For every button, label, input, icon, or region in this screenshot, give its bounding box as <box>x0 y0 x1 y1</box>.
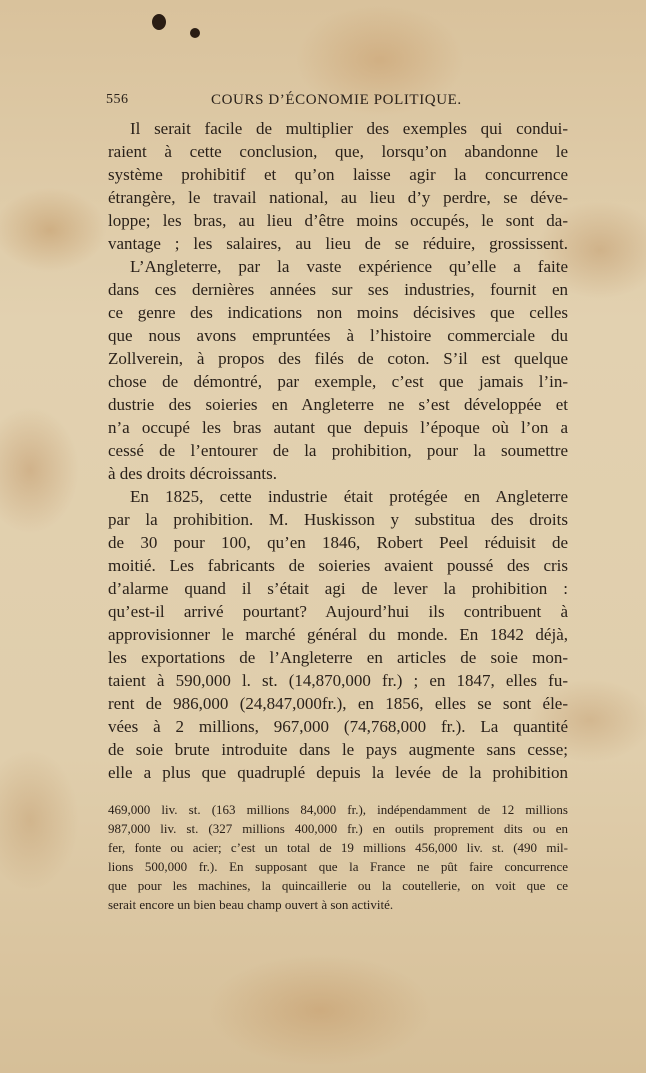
text-line: rent de 986,000 (24,847,000fr.), en 1856, elles se sont éle- <box>108 694 568 713</box>
text-line: vantage ; les salaires, au lieu de se réduire, grossissent. <box>108 234 568 253</box>
text-line: chose de démontré, par exemple, c’est que jamais l’in- <box>108 372 568 391</box>
body-text <box>108 117 568 784</box>
text-line: L’Angleterre, par la vaste expérience qu’elle a faite <box>130 257 568 276</box>
text-line: que nous avons empruntées à l’histoire commerciale du <box>108 326 568 345</box>
text-line: raient à cette conclusion, que, lorsqu’on abandonne le <box>108 142 568 161</box>
text-line: Il serait facile de multiplier des exemples qui condui- <box>130 119 568 138</box>
text-line: Zollverein, à propos des filés de coton. S’il est quelque <box>108 349 568 368</box>
text-line: En 1825, cette industrie était protégée en Angleterre <box>130 487 568 506</box>
footnote-line: 987,000 liv. st. (327 millions 400,000 fr.) en outils proprement dits ou en <box>108 821 568 836</box>
text-line: d’alarme quand il s’était agi de lever la prohibition : <box>108 579 568 598</box>
page-number: 556 <box>106 92 129 107</box>
footnote <box>108 800 568 914</box>
ink-spot <box>190 28 200 38</box>
footnote-line: 469,000 liv. st. (163 millions 84,000 fr.), indépendamment de 12 millions <box>108 802 568 817</box>
footnote-line: fer, fonte ou acier; c’est un total de 19 millions 456,000 liv. st. (490 mil- <box>108 840 568 855</box>
text-line: n’a occupé les bras autant que depuis l’époque où l’on a <box>108 418 568 437</box>
footnote-line: que pour les machines, la quincaillerie ou la coutellerie, on voit que ce <box>108 878 568 893</box>
text-line: étrangère, le travail national, au lieu d’y perdre, se déve- <box>108 188 568 207</box>
text-line: vées à 2 millions, 967,000 (74,768,000 fr.). La quantité <box>108 717 568 736</box>
text-line: loppe; les bras, au lieu d’être moins occupés, le sont da- <box>108 211 568 230</box>
footnote-line: serait encore un bien beau champ ouvert à son activité. <box>108 897 394 912</box>
text-line: dustrie des soieries en Angleterre ne s’est développée et <box>108 395 568 414</box>
text-line: les exportations de l’Angleterre en articles de soie mon- <box>108 648 568 667</box>
text-line: par la prohibition. M. Huskisson y substitua des droits <box>108 510 568 529</box>
text-line: approvisionner le marché général du monde. En 1842 déjà, <box>108 625 568 644</box>
ink-spot <box>152 14 166 30</box>
text-line: dans ces dernières années sur ses industries, fournit en <box>108 280 568 299</box>
text-line: système prohibitif et qu’on laisse agir la concurrence <box>108 165 568 184</box>
running-head <box>106 92 542 112</box>
text-line: à des droits décroissants. <box>108 464 278 483</box>
running-title: COURS D’ÉCONOMIE POLITIQUE. <box>211 92 462 108</box>
text-line: taient à 590,000 l. st. (14,870,000 fr.) ; en 1847, elles fu- <box>108 671 568 690</box>
footnote-line: lions 500,000 fr.). En supposant que la France ne pût faire concurrence <box>108 859 568 874</box>
text-line: moitié. Les fabricants de soieries avaient poussé des cris <box>108 556 568 575</box>
text-line: cessé de l’entourer de la prohibition, pour la soumettre <box>108 441 568 460</box>
text-line: de soie brute introduite dans le pays augmente sans cesse; <box>108 740 568 759</box>
text-line: de 30 pour 100, qu’en 1846, Robert Peel réduisit de <box>108 533 568 552</box>
text-line: elle a plus que quadruplé depuis la levée de la prohibition <box>108 763 568 782</box>
text-line: qu’est-il arrivé pourtant? Aujourd’hui ils contribuent à <box>108 602 568 621</box>
text-line: ce genre des indications non moins décisives que celles <box>108 303 568 322</box>
